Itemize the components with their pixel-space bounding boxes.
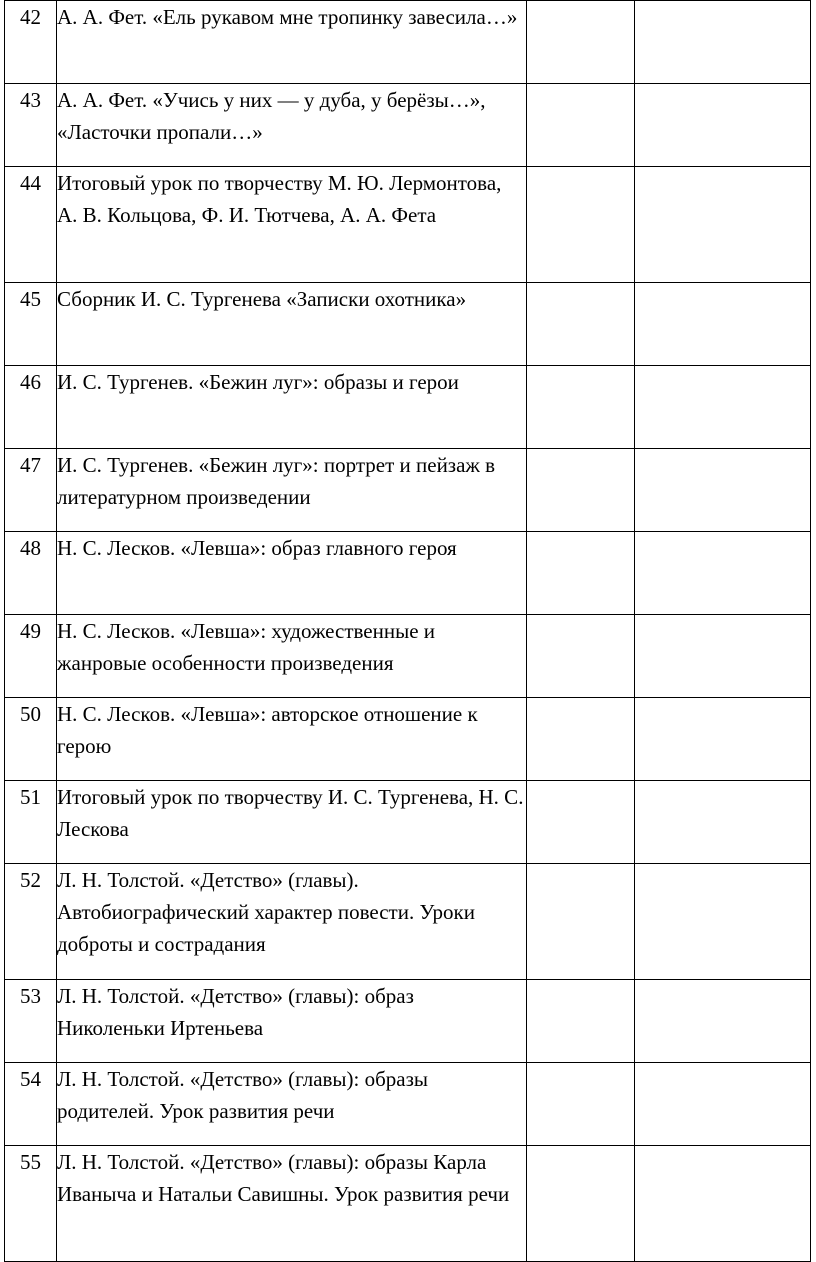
empty-cell xyxy=(527,1063,635,1146)
table-row xyxy=(5,366,811,449)
table-row xyxy=(5,1146,811,1262)
lesson-topic: А. А. Фет. «Ель рукавом мне тропинку завесила…» xyxy=(57,1,527,84)
empty-cell xyxy=(527,781,635,864)
table-row xyxy=(5,615,811,698)
empty-cell xyxy=(527,167,635,283)
lesson-number: 55 xyxy=(5,1146,57,1262)
table-row xyxy=(5,864,811,980)
empty-cell xyxy=(527,864,635,980)
lesson-topic: Л. Н. Толстой. «Детство» (главы). Автобиографический характер повести. Уроки доброты и сострадания xyxy=(57,864,527,980)
lesson-number: 47 xyxy=(5,449,57,532)
lesson-topic: Н. С. Лесков. «Левша»: художественные и жанровые особенности произведения xyxy=(57,615,527,698)
empty-cell xyxy=(527,366,635,449)
lesson-number: 42 xyxy=(5,1,57,84)
lesson-topic: Н. С. Лесков. «Левша»: авторское отношение к герою xyxy=(57,698,527,781)
empty-cell xyxy=(635,698,811,781)
empty-cell xyxy=(527,532,635,615)
table-row xyxy=(5,781,811,864)
lesson-topic: Л. Н. Толстой. «Детство» (главы): образы Карла Иваныча и Натальи Савишны. Урок развития речи xyxy=(57,1146,527,1262)
empty-cell xyxy=(527,1146,635,1262)
empty-cell xyxy=(527,698,635,781)
empty-cell xyxy=(527,980,635,1063)
empty-cell xyxy=(635,449,811,532)
empty-cell xyxy=(527,449,635,532)
lesson-topic: И. С. Тургенев. «Бежин луг»: портрет и пейзаж в литературном произведении xyxy=(57,449,527,532)
lesson-number: 43 xyxy=(5,84,57,167)
table-row xyxy=(5,980,811,1063)
lesson-number: 45 xyxy=(5,283,57,366)
table-row xyxy=(5,1,811,84)
table-row xyxy=(5,532,811,615)
lesson-number: 44 xyxy=(5,167,57,283)
lesson-topic: Н. С. Лесков. «Левша»: образ главного героя xyxy=(57,532,527,615)
empty-cell xyxy=(527,283,635,366)
lesson-topic: А. А. Фет. «Учись у них — у дуба, у берёзы…», «Ласточки пропали…» xyxy=(57,84,527,167)
table-row xyxy=(5,449,811,532)
empty-cell xyxy=(635,1063,811,1146)
empty-cell xyxy=(635,980,811,1063)
lesson-topic: Сборник И. С. Тургенева «Записки охотника» xyxy=(57,283,527,366)
empty-cell xyxy=(635,532,811,615)
empty-cell xyxy=(635,366,811,449)
empty-cell xyxy=(635,1146,811,1262)
table-row xyxy=(5,167,811,283)
lesson-topic: Л. Н. Толстой. «Детство» (главы): образы родителей. Урок развития речи xyxy=(57,1063,527,1146)
table-row xyxy=(5,1063,811,1146)
lesson-topic: Л. Н. Толстой. «Детство» (главы): образ Николеньки Иртеньева xyxy=(57,980,527,1063)
empty-cell xyxy=(635,167,811,283)
lesson-number: 51 xyxy=(5,781,57,864)
empty-cell xyxy=(635,84,811,167)
empty-cell xyxy=(635,864,811,980)
lesson-topic: Итоговый урок по творчеству М. Ю. Лермонтова, А. В. Кольцова, Ф. И. Тютчева, А. А. Фета xyxy=(57,167,527,283)
lesson-number: 54 xyxy=(5,1063,57,1146)
table-row xyxy=(5,283,811,366)
lesson-number: 52 xyxy=(5,864,57,980)
lesson-number: 50 xyxy=(5,698,57,781)
lesson-number: 46 xyxy=(5,366,57,449)
lesson-topic: Итоговый урок по творчеству И. С. Тургенева, Н. С. Лескова xyxy=(57,781,527,864)
empty-cell xyxy=(635,781,811,864)
empty-cell xyxy=(635,615,811,698)
empty-cell xyxy=(635,283,811,366)
table-row xyxy=(5,698,811,781)
empty-cell xyxy=(527,84,635,167)
table-row xyxy=(5,84,811,167)
empty-cell xyxy=(527,615,635,698)
lesson-number: 53 xyxy=(5,980,57,1063)
lesson-number: 48 xyxy=(5,532,57,615)
lesson-number: 49 xyxy=(5,615,57,698)
empty-cell xyxy=(527,1,635,84)
empty-cell xyxy=(635,1,811,84)
lesson-topic: И. С. Тургенев. «Бежин луг»: образы и герои xyxy=(57,366,527,449)
lesson-plan-table xyxy=(4,0,811,1262)
